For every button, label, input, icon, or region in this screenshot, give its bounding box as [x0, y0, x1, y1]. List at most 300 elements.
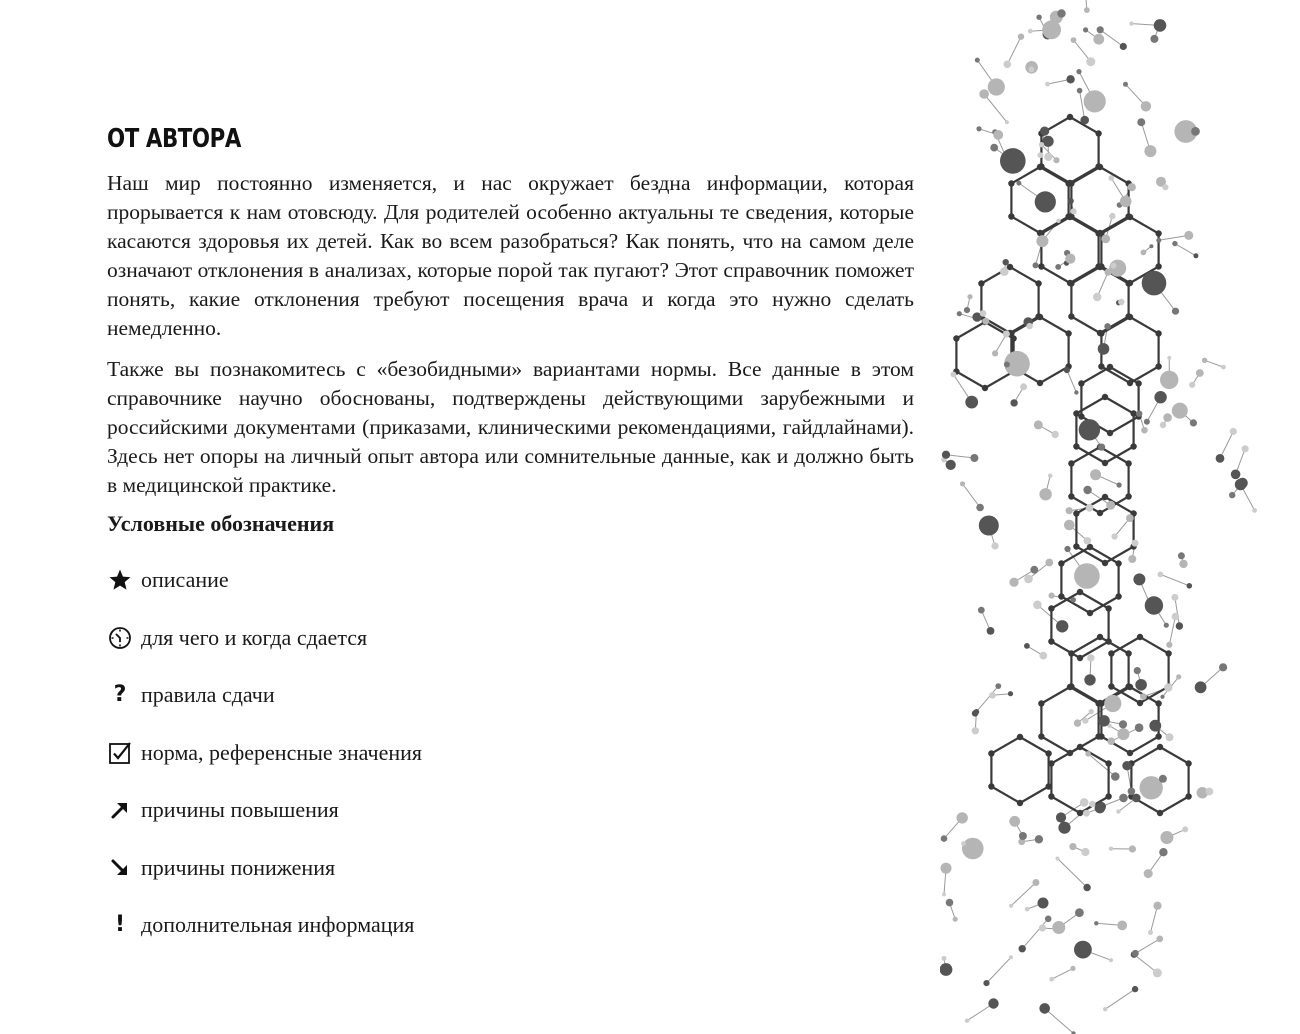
molecule-atom — [1019, 832, 1027, 840]
molecule-bond — [956, 322, 985, 339]
molecule-atom — [1128, 788, 1136, 796]
molecule-bond — [1140, 637, 1169, 654]
molecule-atom — [1004, 362, 1010, 368]
molecule-atom — [1160, 371, 1178, 389]
arrow-up-right-icon — [107, 797, 133, 823]
molecule-bond — [1105, 397, 1134, 414]
molecule-atom — [1116, 809, 1120, 813]
molecule-bond — [1080, 642, 1109, 659]
molecule-atom — [960, 481, 965, 486]
molecule-atom — [1077, 810, 1083, 816]
molecule-fine-bond — [1175, 597, 1180, 626]
molecule-atom — [1125, 460, 1131, 466]
molecule-atom — [1018, 34, 1024, 40]
molecule-atom — [1178, 552, 1185, 559]
legend-label: правила сдачи — [141, 682, 275, 707]
molecule-bond — [1080, 747, 1109, 764]
molecule-bond — [1070, 167, 1099, 184]
molecule-atom — [1165, 650, 1171, 656]
molecule-atom — [1042, 20, 1061, 39]
legend-label: дополнительная информация — [141, 912, 415, 937]
molecule-atom — [1164, 683, 1172, 691]
molecule-atom — [988, 750, 994, 756]
molecule-atom — [1127, 684, 1133, 690]
molecule-atom — [1172, 613, 1179, 620]
molecule-atom — [951, 372, 957, 378]
molecule-atom — [1105, 793, 1111, 799]
molecule-atom — [1155, 733, 1161, 739]
molecule-atom — [1048, 638, 1054, 644]
molecule-atom — [1010, 399, 1017, 406]
molecule-atom — [1019, 945, 1026, 952]
molecule-atom — [1126, 514, 1134, 522]
molecule-bond — [1011, 217, 1040, 234]
molecule-atom — [991, 542, 998, 549]
molecule-atom — [946, 460, 956, 470]
molecule-bond — [1130, 217, 1159, 234]
molecule-atom — [1073, 510, 1079, 516]
molecule-bond — [1070, 217, 1099, 234]
molecule-atom — [1029, 66, 1035, 72]
molecule-atom — [1093, 293, 1101, 301]
molecule-atom — [1071, 597, 1076, 602]
molecule-atom — [1112, 533, 1118, 539]
molecule-atom — [1003, 259, 1009, 265]
molecule-atom — [1120, 196, 1132, 208]
legend-label: для чего и когда сдается — [141, 624, 368, 650]
molecule-atom — [1104, 695, 1121, 712]
molecule-atom — [965, 396, 978, 409]
page-title: ОТ АВТОРА — [107, 124, 241, 154]
molecule-atom — [1159, 848, 1167, 856]
legend-item-purpose — [107, 621, 422, 655]
molecule-illustration — [940, 0, 1300, 1034]
molecule-atom — [1230, 428, 1237, 435]
molecule-atom — [1093, 34, 1104, 45]
molecule-atom — [1122, 761, 1131, 770]
molecule-atom — [1048, 605, 1054, 611]
molecule-atom — [1035, 835, 1043, 843]
molecule-bond — [1020, 737, 1049, 754]
molecule-atom — [1000, 148, 1026, 174]
molecule-bond — [1041, 167, 1070, 184]
molecule-atom — [970, 454, 978, 462]
molecule-atom — [1058, 560, 1064, 566]
molecule-atom — [1163, 413, 1172, 422]
molecule-atom — [979, 89, 989, 99]
molecule-atom — [1102, 394, 1108, 400]
molecule-atom — [1090, 469, 1101, 480]
molecule-atom — [1048, 793, 1054, 799]
molecule-atom — [1109, 847, 1113, 851]
molecule-atom — [1098, 330, 1104, 336]
molecule-fine-bond — [1160, 574, 1189, 585]
molecule-bond — [1110, 367, 1139, 384]
molecule-atom — [1008, 180, 1014, 186]
molecule-bond — [1100, 317, 1129, 334]
molecule-atom — [1179, 560, 1187, 568]
molecule-atom — [1155, 700, 1161, 706]
molecule-atom — [995, 683, 1001, 689]
molecule-bond — [991, 787, 1020, 804]
molecule-fine-bond — [963, 484, 981, 508]
molecule-atom — [979, 516, 999, 536]
molecule-atom — [1190, 419, 1197, 426]
molecule-atom — [1077, 655, 1083, 661]
molecule-atom — [957, 311, 962, 316]
molecule-atom — [1106, 501, 1115, 510]
molecule-atom — [1033, 601, 1042, 610]
molecule-fine-bond — [1135, 939, 1160, 954]
molecule-atom — [1097, 164, 1103, 170]
molecule-atom — [1020, 383, 1027, 390]
molecule-fine-bond — [1052, 968, 1073, 979]
molecule-atom — [946, 899, 954, 907]
molecule-atom — [1098, 733, 1104, 739]
molecule-atom — [990, 144, 998, 152]
molecule-atom — [1045, 783, 1051, 789]
molecule-atom — [1105, 760, 1111, 766]
legend-label: описание — [141, 567, 229, 592]
molecule-atom — [942, 956, 947, 961]
molecule-bond — [1071, 317, 1100, 334]
molecule-atom — [982, 318, 989, 325]
molecule-atom — [1109, 958, 1113, 962]
molecule-atom — [1135, 679, 1147, 691]
molecule-atom — [1155, 263, 1161, 269]
molecule-fine-bond — [946, 455, 974, 458]
molecule-bond — [1080, 592, 1109, 609]
molecule-atom — [1149, 720, 1161, 732]
molecule-atom — [1017, 734, 1023, 740]
molecule-atom — [1129, 21, 1133, 25]
molecule-bond — [1071, 217, 1100, 234]
molecule-atom — [1195, 681, 1207, 693]
star-icon — [107, 567, 133, 593]
molecule-fine-bond — [1175, 244, 1196, 256]
molecule-atom — [942, 892, 946, 896]
molecule-atom — [1077, 589, 1083, 595]
molecule-atom — [1087, 654, 1094, 661]
molecule-atom — [953, 335, 959, 341]
molecule-atom — [1083, 810, 1090, 817]
molecule-bond — [1040, 167, 1069, 184]
molecule-atom — [1159, 775, 1167, 783]
molecule-bond — [985, 372, 1014, 389]
molecule-atom — [1064, 546, 1070, 552]
molecule-atom — [1109, 213, 1115, 219]
molecule-atom — [1039, 1003, 1050, 1014]
molecule-atom — [1085, 751, 1091, 757]
molecule-atom — [1058, 822, 1070, 834]
molecule-atom — [961, 841, 966, 846]
molecule-atom — [1135, 723, 1144, 732]
molecule-atom — [1144, 869, 1153, 878]
molecule-bond — [1101, 217, 1130, 234]
exclamation-icon: ! — [114, 912, 126, 937]
molecule-bond — [1160, 747, 1189, 764]
molecule-atom — [1073, 543, 1079, 549]
molecule-atom — [1242, 445, 1249, 452]
legend-item-increase — [107, 793, 422, 827]
molecule-atom — [1221, 365, 1226, 370]
legend-label: причины повышения — [141, 797, 339, 822]
molecule-atom — [1078, 380, 1084, 386]
molecule-atom — [1132, 794, 1141, 803]
molecule-atom — [1009, 955, 1013, 959]
molecule-atom — [1037, 380, 1043, 386]
molecule-atom — [1141, 250, 1147, 256]
legend-item-additional — [107, 908, 422, 942]
molecule-atom — [1127, 314, 1133, 320]
molecule-atom — [1111, 772, 1120, 781]
molecule-atom — [1156, 936, 1163, 943]
molecule-atom — [1160, 695, 1164, 699]
molecule-bond — [1051, 797, 1080, 814]
molecule-atom — [1074, 390, 1078, 394]
molecule-atom — [978, 607, 985, 614]
molecule-atom — [1030, 566, 1038, 574]
molecule-bond — [1130, 317, 1159, 334]
molecule-atom — [1096, 802, 1106, 812]
molecule-atom — [1083, 27, 1088, 32]
molecule-atom — [1056, 219, 1060, 223]
molecule-atom — [965, 1019, 969, 1023]
molecule-atom — [1035, 191, 1056, 212]
molecule-atom — [1056, 620, 1068, 632]
clock-icon — [107, 625, 133, 651]
molecule-atom — [1068, 650, 1074, 656]
molecule-atom — [1231, 470, 1241, 480]
molecule-atom — [1024, 575, 1033, 584]
molecule-atom — [1048, 474, 1053, 479]
molecule-atom — [1000, 267, 1009, 276]
molecule-atom — [1130, 443, 1136, 449]
molecule-fine-bond — [1022, 919, 1048, 949]
molecule-atom — [1032, 879, 1039, 886]
molecule-atom — [1075, 908, 1084, 917]
molecule-fine-bond — [984, 94, 1007, 122]
molecule-fine-bond — [1220, 432, 1233, 459]
molecule-atom — [1158, 572, 1164, 578]
molecule-atom — [1189, 382, 1195, 388]
molecule-atom — [1098, 343, 1110, 355]
molecule-atom — [1128, 183, 1136, 191]
molecule-atom — [1219, 663, 1227, 671]
molecule-atom — [1107, 430, 1113, 436]
molecule-atom — [1009, 578, 1018, 587]
molecule-bond — [1041, 217, 1070, 234]
molecule-atom — [1067, 198, 1073, 204]
molecule-atom — [1184, 231, 1193, 240]
molecule-fine-bond — [1058, 859, 1088, 888]
molecule-atom — [1216, 454, 1225, 463]
molecule-atom — [988, 78, 1005, 95]
molecule-atom — [1119, 720, 1127, 728]
molecule-atom — [967, 294, 972, 299]
molecule-atom — [1171, 594, 1178, 601]
molecule-atom — [1033, 262, 1039, 268]
molecule-atom — [1038, 700, 1044, 706]
molecule-atom — [1115, 560, 1121, 566]
molecule-atom — [1068, 280, 1074, 286]
checkbox-icon — [107, 740, 133, 766]
molecule-atom — [1067, 750, 1073, 756]
molecule-atom — [1026, 323, 1032, 329]
molecule-atom — [1051, 431, 1058, 438]
molecule-atom — [983, 980, 989, 986]
molecule-atom — [1150, 35, 1158, 43]
molecule-atom — [1196, 369, 1204, 377]
molecule-fine-bond — [1007, 37, 1021, 65]
molecule-atom — [1160, 831, 1173, 844]
molecule-atom — [1069, 843, 1076, 850]
molecule-atom — [1117, 728, 1129, 740]
molecule-atom — [1086, 504, 1094, 512]
molecule-atom — [1187, 583, 1193, 589]
molecule-bond — [1071, 637, 1100, 654]
molecule-atom — [1036, 15, 1041, 20]
molecule-atom — [972, 727, 979, 734]
legend-list — [107, 563, 422, 966]
molecule-atom — [1144, 419, 1150, 425]
molecule-atom — [1141, 101, 1151, 111]
molecule-atom — [1133, 573, 1145, 585]
molecule-atom — [1098, 444, 1105, 451]
molecule-atom — [1137, 700, 1143, 706]
molecule-atom — [1056, 857, 1060, 861]
molecule-atom — [1172, 241, 1177, 246]
molecule-atom — [978, 280, 984, 286]
molecule-bond — [1041, 267, 1070, 284]
molecule-atom — [1008, 213, 1014, 219]
molecule-fine-bond — [1159, 235, 1189, 240]
molecule-atom — [1066, 75, 1074, 83]
intro-text — [107, 169, 914, 500]
molecule-atom — [1084, 7, 1090, 13]
molecule-atom — [1105, 269, 1112, 276]
molecule-atom — [1087, 544, 1093, 550]
molecule-atom — [1067, 684, 1073, 690]
molecule-atom — [1149, 244, 1153, 248]
molecule-atom — [987, 627, 995, 635]
molecule-atom — [1191, 127, 1200, 136]
molecule-atom — [1076, 69, 1081, 74]
molecule-atom — [993, 130, 1003, 140]
molecule-atom — [1148, 930, 1153, 935]
molecule-atom — [1132, 540, 1139, 547]
molecule-atom — [1182, 826, 1188, 832]
molecule-fine-bond — [987, 957, 1011, 983]
molecule-atom — [1077, 744, 1083, 750]
molecule-atom — [1166, 733, 1174, 741]
molecule-atom — [1087, 610, 1093, 616]
molecule-atom — [1111, 263, 1117, 269]
molecule-atom — [1141, 427, 1148, 434]
molecule-atom — [1137, 634, 1143, 640]
molecule-atom — [1157, 810, 1163, 816]
molecule-fine-bond — [1080, 91, 1085, 121]
molecule-atom — [1008, 691, 1013, 696]
molecule-atom — [1140, 693, 1147, 700]
molecule-atom — [1037, 314, 1043, 320]
molecule-atom — [1083, 884, 1090, 891]
molecule-atom — [1058, 593, 1064, 599]
molecule-atom — [1016, 181, 1021, 186]
molecule-atom — [1045, 559, 1053, 567]
molecule-atom — [1134, 667, 1141, 674]
molecule-atom — [1077, 88, 1083, 94]
molecule-bond — [1081, 367, 1110, 384]
molecule-atom — [1202, 358, 1207, 363]
molecule-atom — [1084, 537, 1092, 545]
molecule-bond — [1100, 167, 1129, 184]
molecule-bond — [991, 737, 1020, 754]
molecule-atom — [1102, 560, 1108, 566]
molecule-atom — [974, 709, 980, 715]
molecule-atom — [1028, 29, 1033, 34]
molecule-atom — [1155, 363, 1161, 369]
molecule-atom — [1066, 507, 1073, 514]
molecule-atom — [1067, 114, 1073, 120]
molecule-atom — [1098, 363, 1104, 369]
molecule-atom — [1080, 798, 1089, 807]
molecule-bond — [1070, 267, 1099, 284]
molecule-atom — [1009, 904, 1013, 908]
arrow-down-right-icon — [107, 855, 133, 881]
molecule-atom — [1102, 460, 1108, 466]
molecule-atom — [962, 838, 984, 860]
molecule-atom — [1055, 264, 1061, 270]
molecule-atom — [1035, 280, 1041, 286]
molecule-atom — [1034, 420, 1043, 429]
molecule-atom — [1101, 235, 1110, 244]
molecule-atom — [976, 126, 981, 131]
molecule-atom — [1176, 674, 1181, 679]
paragraph-2: Также вы познакомитесь с «безобидными» вариантами нормы. Все данные в этом справочнике научно обоснованы, подтверждены действующими зарубежными и российскими документами (приказами, клиническими рекомендациями, гайдлайнами). Здесь нет опоры на личный опыт автора или сомнительные данные, как и должно быть в медицинской практике. — [107, 357, 914, 497]
molecule-atom — [1157, 744, 1163, 750]
molecule-atom — [1064, 367, 1070, 373]
molecule-atom — [1120, 43, 1127, 50]
molecule-atom — [1048, 760, 1054, 766]
molecule-atom — [1036, 235, 1048, 247]
molecule-atom — [1081, 848, 1089, 856]
molecule-atom — [1065, 254, 1075, 264]
molecule-atom — [1084, 90, 1106, 112]
molecule-atom — [988, 783, 994, 789]
molecule-atom — [1128, 555, 1136, 563]
molecule-atom — [1164, 623, 1169, 628]
molecule-atom — [1185, 793, 1191, 799]
molecule-atom — [1098, 715, 1109, 726]
molecule-atom — [1125, 650, 1131, 656]
molecule-atom — [1068, 313, 1074, 319]
molecule-atom — [1119, 794, 1128, 803]
molecule-atom — [1004, 61, 1012, 69]
molecule-atom — [1053, 157, 1059, 163]
molecule-atom — [1089, 709, 1094, 714]
molecule-atom — [957, 812, 968, 823]
molecule-atom — [1107, 737, 1115, 745]
molecule-atom — [1105, 638, 1111, 644]
molecule-atom — [1153, 968, 1162, 977]
molecule-atom — [1103, 1007, 1107, 1011]
molecule-atom — [1038, 898, 1049, 909]
molecule-atom — [1003, 331, 1010, 338]
molecule-atom — [1038, 733, 1044, 739]
molecule-atom — [1079, 419, 1100, 440]
legend-item-decrease — [107, 851, 422, 885]
